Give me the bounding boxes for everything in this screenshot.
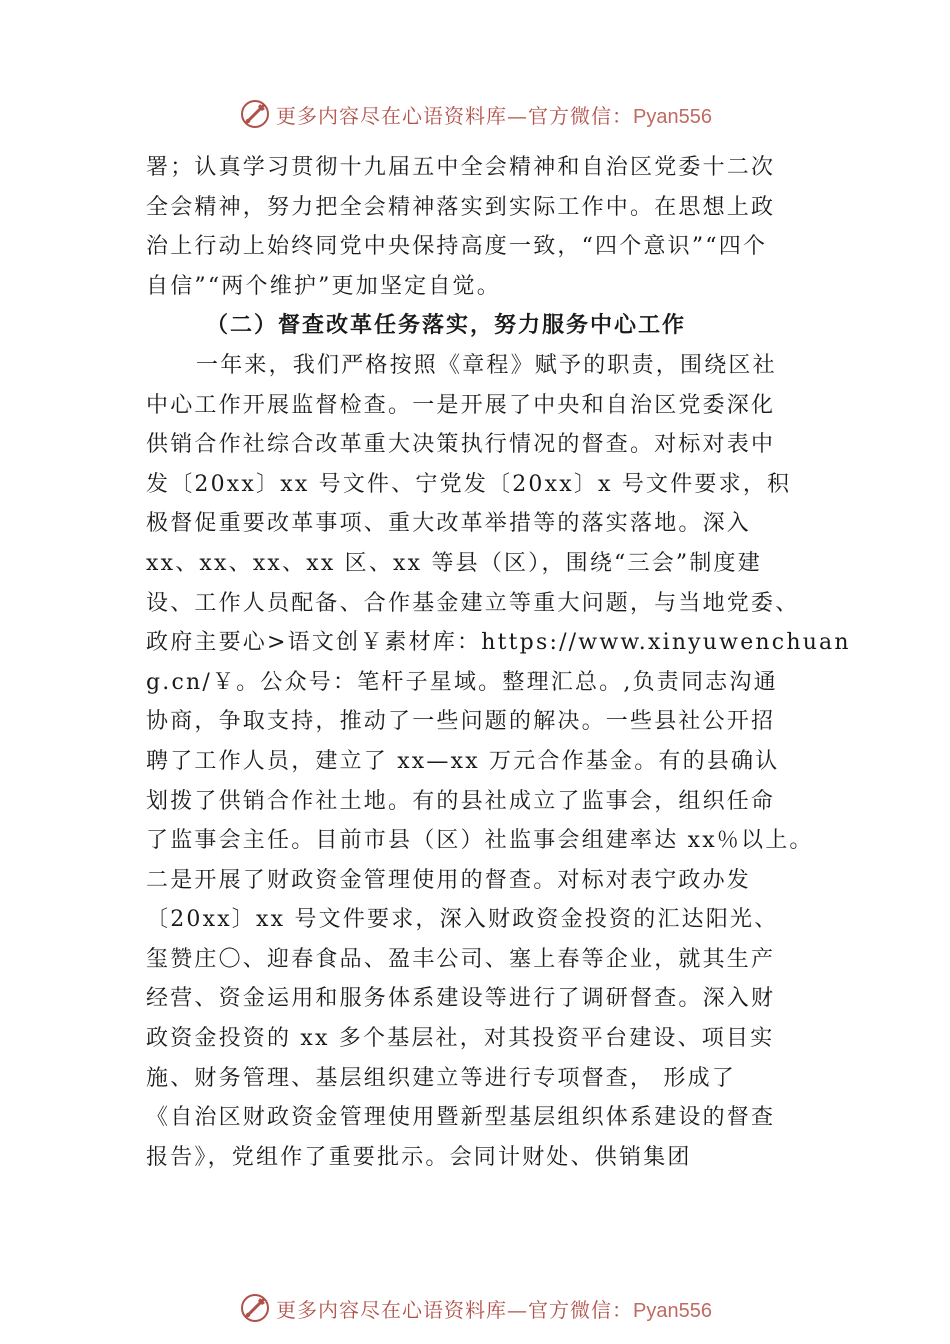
- text-line: 划拨了供销合作社土地。有的县社成立了监事会，组织任命: [146, 788, 776, 814]
- text-line: 〔20xx〕xx 号文件要求，深入财政资金投资的汇达阳光、: [146, 907, 779, 933]
- text-line: 中心工作开展监督检查。一是开展了中央和自治区党委深化: [146, 392, 776, 418]
- text-line: 极督促重要改革事项、重大改革举措等的落实落地。深入: [146, 511, 752, 537]
- wechat-id: Pyan556: [633, 105, 712, 128]
- text-line: g.cn/￥。公众号：笔杆子星域。整理汇总。,负责同志沟通: [146, 669, 778, 695]
- text-line: 《自治区财政资金管理使用暨新型基层组织体系建设的督查: [146, 1105, 776, 1131]
- text-line: 设、工作人员配备、合作基金建立等重大问题，与当地党委、: [146, 590, 800, 616]
- text-line: 自信”“两个维护”更加坚定自觉。: [146, 273, 501, 299]
- section-heading: （二）督查改革任务落实，努力服务中心工作: [206, 312, 687, 339]
- document-body: [146, 148, 851, 1177]
- text-line: 一年来，我们严格按照《章程》赋予的职责，围绕区社: [196, 352, 777, 378]
- banner-text: 更多内容尽在心语资料库—官方微信：Pyan556: [276, 103, 712, 128]
- text-line: 政府主要心>语文创￥素材库：https://www.xinyuwenchuan: [146, 630, 851, 656]
- text-line: 治上行动上始终同党中央保持高度一致，“四个意识”“四个: [146, 234, 768, 260]
- text-line: 全会精神，努力把全会精神落实到实际工作中。在思想上政: [146, 194, 776, 220]
- text-line: 报告》，党组作了重要批示。会同计财处、供销集团: [146, 1144, 692, 1170]
- footer-banner: [0, 1288, 950, 1328]
- text-line: 了监事会主任。目前市县（区）社监事会组建率达 xx％以上。: [146, 828, 814, 854]
- brush-logo-icon: [238, 97, 272, 131]
- text-line: 发〔20xx〕xx 号文件、宁党发〔20xx〕x 号文件要求，积: [146, 471, 792, 497]
- text-line: xx、xx、xx、xx 区、xx 等县（区），围绕“三会”制度建: [146, 550, 762, 576]
- banner-text: 更多内容尽在心语资料库—官方微信：Pyan556: [276, 1297, 712, 1322]
- text-line: 玺赞庄〇、迎春食品、盈丰公司、塞上春等企业，就其生产: [146, 946, 776, 972]
- text-line: 供销合作社综合改革重大决策执行情况的督查。对标对表中: [146, 432, 776, 458]
- text-line: 二是开展了财政资金管理使用的督查。对标对表宁政办发: [146, 867, 752, 893]
- text-line: 经营、资金运用和服务体系建设等进行了调研督查。深入财: [146, 986, 776, 1012]
- text-line: 协商，争取支持，推动了一些问题的解决。一些县社公开招: [146, 709, 776, 735]
- text-line: 聘了工作人员，建立了 xx—xx 万元合作基金。有的县确认: [146, 748, 780, 774]
- text-line: 施、财务管理、基层组织建立等进行专项督查， 形成了: [146, 1065, 736, 1091]
- wechat-id: Pyan556: [633, 1299, 712, 1322]
- brush-logo-icon: [238, 1291, 272, 1325]
- text-line: 政资金投资的 xx 多个基层社，对其投资平台建设、项目实: [146, 1026, 775, 1052]
- text-line: 署；认真学习贯彻十九届五中全会精神和自治区党委十二次: [146, 155, 776, 180]
- header-banner: [0, 94, 950, 134]
